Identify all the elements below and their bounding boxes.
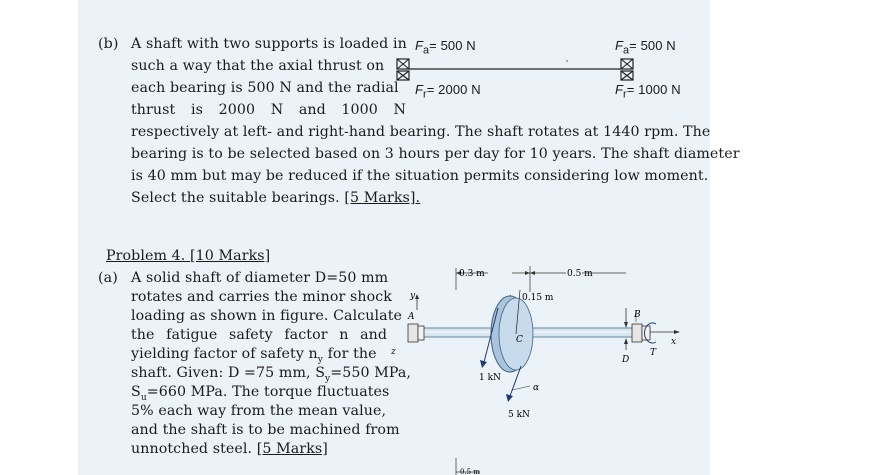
problem-4-line-7: $S_u=660$ MPa. The torque fluctuates: [131, 384, 390, 403]
fig-b-shaft-diagram: [395, 56, 665, 82]
fig-4-shaft-diagram: [388, 262, 700, 475]
problem-4-line-9: and the shaft is to be machined from: [131, 422, 400, 438]
bearing-a-icon: [408, 324, 424, 342]
point-a-label: A: [408, 312, 415, 322]
bearing-b-icon: [632, 324, 650, 342]
problem-b-label: (b): [98, 36, 119, 52]
problem-4-line-3: loading as shown in figure. Calculate: [131, 308, 403, 324]
dim-0-5m: 0.5 m: [567, 269, 593, 279]
fig-b-right-axial-label: $F_a= 500$ N: [615, 38, 676, 57]
problem-4-title: Problem 4. [10 Marks]: [106, 248, 271, 264]
axis-y-label: y: [410, 291, 416, 301]
problem-b-marks: [5 Marks].: [344, 190, 421, 206]
problem-b-line-2: such a way that the axial thrust on: [131, 58, 385, 74]
problem-4-line-4: the fatigue safety factor n and: [131, 327, 388, 343]
load-5kn: 5 kN: [508, 410, 530, 420]
problem-4-line-1: A solid shaft of diameter D=50 mm: [131, 270, 389, 286]
axis-z-label: z: [391, 347, 396, 357]
axis-x-label: x: [671, 337, 677, 347]
fig-b-left-axial-label: $F_a= 500$ N: [415, 38, 476, 57]
problem-4-title-marks: [10 Marks]: [190, 248, 271, 264]
point-c-label: C: [516, 335, 523, 345]
problem-4-marks: [5 Marks]: [256, 441, 328, 457]
problem-b-line-5: respectively at left- and right-hand bearing. The shaft rotates at 1440 rpm. The: [131, 124, 711, 140]
problem-b-line-3: each bearing is 500 N and the radial: [131, 80, 399, 96]
angle-alpha-label: α: [533, 383, 540, 393]
fig-b-left-radial-label: $F_r= 2000$ N: [415, 82, 481, 101]
torque-label: T: [650, 348, 657, 358]
fig-b-right-radial-label: $F_r= 1000$ N: [615, 82, 681, 101]
problem-4a-label: (a): [98, 270, 118, 286]
left-bearing-icon: [397, 59, 409, 80]
dim-0-15m: 0.15 m: [522, 293, 554, 303]
problem-b-line-4: thrust is 2000 N and 1000 N: [131, 102, 407, 118]
problem-4-line-8: 5% each way from the mean value,: [131, 403, 387, 419]
problem-4-line-5: yielding factor of safety $n_y$ for the: [131, 346, 377, 365]
problem-4-line-10: unnotched steel. [5 Marks]: [131, 441, 328, 457]
point-d-label: D: [622, 355, 630, 365]
problem-b-line-1: A shaft with two supports is loaded in: [131, 36, 407, 52]
dim-0-3m: 0.3 m: [459, 269, 485, 279]
dim-bottom-0-5m: 0.5 m: [460, 468, 480, 475]
document-page: [90, 0, 740, 475]
load-1kn: 1 kN: [479, 373, 501, 383]
right-bearing-icon: [621, 59, 633, 80]
problem-4-line-6: shaft. Given: D =75 mm, $S_y=550$ MPa,: [131, 365, 412, 384]
problem-4-line-2: rotates and carries the minor shock: [131, 289, 392, 305]
problem-b-line-6: bearing is to be selected based on 3 hours per day for 10 years. The shaft diameter: [131, 146, 740, 162]
problem-b-line-7: is 40 mm but may be reduced if the situation permits considering low moment.: [131, 168, 709, 184]
problem-b-line-8: Select the suitable bearings. [5 Marks].: [131, 190, 421, 206]
point-b-label: B: [634, 310, 641, 320]
